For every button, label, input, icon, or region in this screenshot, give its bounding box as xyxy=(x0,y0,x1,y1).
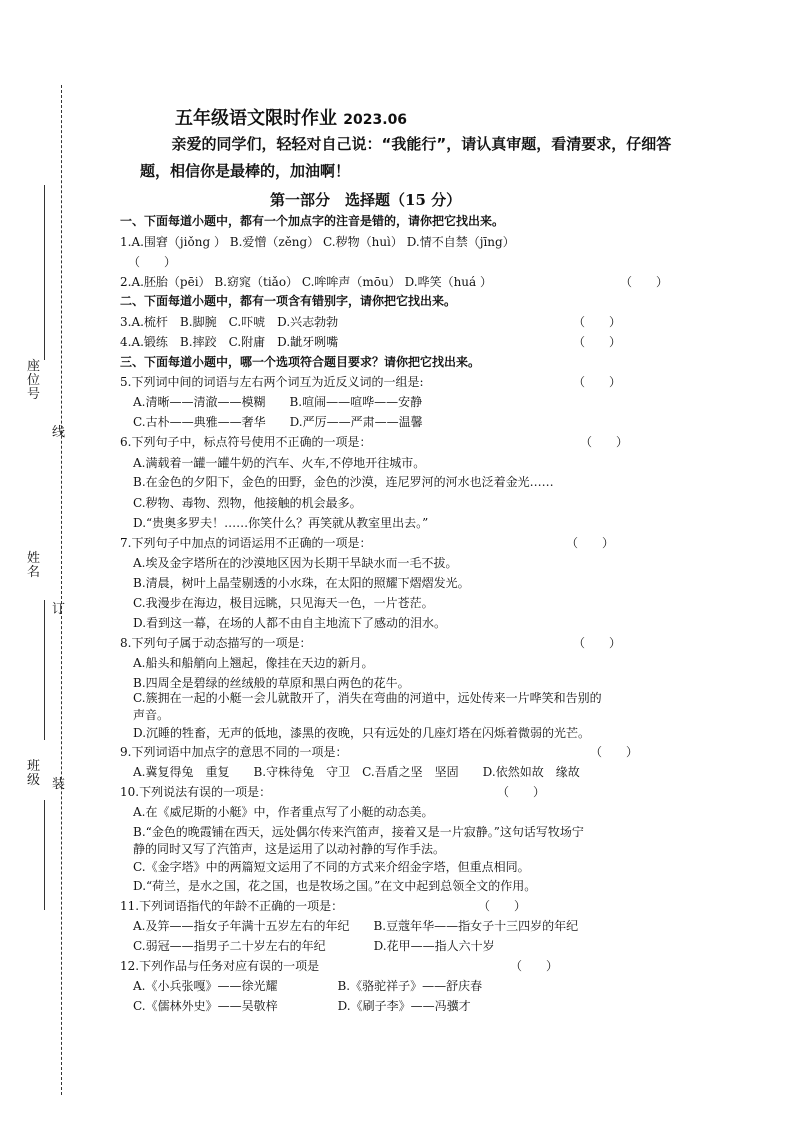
question-7: 7.下列句子中加点的词语运用不正确的一项是： xyxy=(120,536,372,550)
name-write-line xyxy=(44,600,45,740)
question-5-options-ab: A.清晰——清澈——模糊 B.喧闹——喧哗——安静 xyxy=(133,395,423,409)
question-12-options-cd: C.《儒林外史》——吴敬梓 D.《刷子李》——冯骥才 xyxy=(133,999,471,1013)
question-7-option-c: C.我漫步在海边，极目远眺，只见海天一色，一片苍茫。 xyxy=(133,596,434,610)
question-4-answer-blank: （ ） xyxy=(573,335,622,349)
question-6-option-d: D.“贵奥多罗夫！……你笑什么？再笑就从教室里出去。” xyxy=(133,516,429,530)
binding-margin xyxy=(0,0,100,1123)
question-1: 1.A.围窘（jiǒng ） B.爱憎（zěng） C.秽物（huì） D.情不自禁（jīng） xyxy=(120,235,515,249)
line-char: 线 xyxy=(52,425,66,440)
question-6-option-b: B.在金色的夕阳下，金色的田野，金色的沙漠，连尼罗河的河水也泛着金光…… xyxy=(133,475,554,489)
question-6-answer-blank: （ ） xyxy=(580,435,629,449)
question-11-answer-blank: （ ） xyxy=(478,899,527,913)
question-10-option-c: C.《金字塔》中的两篇短文运用了不同的方式来介绍金字塔，但重点相同。 xyxy=(133,860,530,874)
question-2-answer-blank: （ ） xyxy=(620,275,669,289)
question-8-option-c-line1: C.簇拥在一起的小艇一会儿就散开了，消失在弯曲的河道中，远处传来一片哗笑和告别的 xyxy=(133,691,602,705)
question-8-option-d: D.沉睡的牲畜，无声的低地，漆黑的夜晚，只有远处的几座灯塔在闪烁着微弱的光芒。 xyxy=(133,726,591,740)
question-8-answer-blank: （ ） xyxy=(573,636,622,650)
seat-write-line xyxy=(44,185,45,360)
question-5-answer-blank: （ ） xyxy=(573,375,622,389)
question-9-answer-blank: （ ） xyxy=(590,745,639,759)
binding-dashed-line xyxy=(61,85,62,1095)
seat-label: 座位号 xyxy=(27,359,41,402)
name-label: 姓名 xyxy=(27,551,41,580)
question-6-option-c: C.秽物、毒物、烈物，他接触的机会最多。 xyxy=(133,496,362,510)
question-8-option-a: A.船头和船艄向上翘起，像挂在天边的新月。 xyxy=(133,656,374,670)
section-2-heading: 二、下面每道小题中，都有一项含有错别字，请你把它找出来。 xyxy=(120,294,457,308)
question-8-option-c-line2: 声音。 xyxy=(133,708,170,722)
class-label: 班级 xyxy=(27,759,41,788)
question-4: 4.A.锻练 B.摔跤 C.附庸 D.龇牙咧嘴 xyxy=(120,335,339,349)
question-12: 12.下列作品与任务对应有误的一项是 xyxy=(120,959,320,973)
ding-char: 订 xyxy=(52,602,66,617)
question-9-options: A.冀复得兔 重复 B.守株待兔 守卫 C.吾盾之坚 坚固 D.依然如故 缘故 xyxy=(133,765,580,779)
title-year: 2023.06 xyxy=(343,112,408,128)
title-text: 五年级语文限时作业 xyxy=(175,108,337,129)
question-6-option-a: A.满载着一罐一罐牛奶的汽车、火车,不停地开往城市。 xyxy=(133,456,426,470)
question-2: 2.A.胚胎（pēi） B.窈窕（tiǎo） C.哞哞声（mōu） D.哗笑（huá ） xyxy=(120,275,493,289)
question-5: 5.下列词中间的词语与左右两个词互为近反义词的一组是: xyxy=(120,375,424,389)
question-11-options-cd: C.弱冠——指男子二十岁左右的年纪 D.花甲——指人六十岁 xyxy=(133,939,495,953)
question-3-answer-blank: （ ） xyxy=(573,315,622,329)
section-3-heading: 三、下面每道小题中，哪一个选项符合题目要求？请你把它找出来。 xyxy=(120,355,481,369)
question-8-option-b: B.四周全是碧绿的丝绒般的草原和黑白两色的花牛。 xyxy=(133,676,410,690)
question-1-answer-blank: （ ） xyxy=(128,255,177,269)
question-12-answer-blank: （ ） xyxy=(510,959,559,973)
question-7-option-b: B.清晨，树叶上晶莹剔透的小水珠，在太阳的照耀下熠熠发光。 xyxy=(133,576,470,590)
question-5-options-cd: C.古朴——典雅——奢华 D.严厉——严肃——温馨 xyxy=(133,415,423,429)
question-10-option-d: D.“荷兰，是水之国，花之国，也是牧场之国。”在文中起到总领全文的作用。 xyxy=(133,879,537,893)
question-7-option-a: A.埃及金字塔所在的沙漠地区因为长期干旱缺水而一毛不拔。 xyxy=(133,556,458,570)
class-write-line xyxy=(44,800,45,910)
question-10-option-a: A.在《威尼斯的小艇》中，作者重点写了小艇的动态美。 xyxy=(133,805,434,819)
question-3: 3.A.梳杆 B.脚腕 C.吓唬 D.兴志勃勃 xyxy=(120,315,339,329)
question-10-option-b-line2: 静的同时又写了汽笛声，这是运用了以动衬静的写作手法。 xyxy=(133,842,446,856)
part-heading: 第一部分 选择题（15 分） xyxy=(270,191,462,209)
question-10-option-b-line1: B.“金色的晚霞铺在西天，远处偶尔传来汽笛声，接着又是一片寂静。”这句话写牧场宁 xyxy=(133,825,584,839)
question-9: 9.下列词语中加点字的意思不同的一项是： xyxy=(120,745,348,759)
question-10: 10.下列说法有误的一项是： xyxy=(120,785,272,799)
question-11: 11.下列词语指代的年龄不正确的一项是： xyxy=(120,899,344,913)
zhuang-char: 装 xyxy=(52,777,66,792)
section-1-heading: 一、下面每道小题中，都有一个加点字的注音是错的，请你把它找出来。 xyxy=(120,214,505,228)
question-7-option-d: D.看到这一幕，在场的人都不由自主地流下了感动的泪水。 xyxy=(133,616,447,630)
question-6: 6.下列句子中，标点符号使用不正确的一项是： xyxy=(120,435,372,449)
question-12-options-ab: A.《小兵张嘎》——徐光耀 B.《骆驼祥子》——舒庆春 xyxy=(133,979,483,993)
page-title xyxy=(175,104,407,130)
question-10-answer-blank: （ ） xyxy=(497,785,546,799)
intro-text: 亲爱的同学们，轻轻对自己说：“我能行”，请认真审题，看清要求，仔细答题，相信你是最棒的，加油啊！ xyxy=(140,135,672,180)
question-7-answer-blank: （ ） xyxy=(566,536,615,550)
question-8: 8.下列句子属于动态描写的一项是： xyxy=(120,636,312,650)
question-11-options-ab: A.及笄——指女子年满十五岁左右的年纪 B.豆蔻年华——指女子十三四岁的年纪 xyxy=(133,919,579,933)
